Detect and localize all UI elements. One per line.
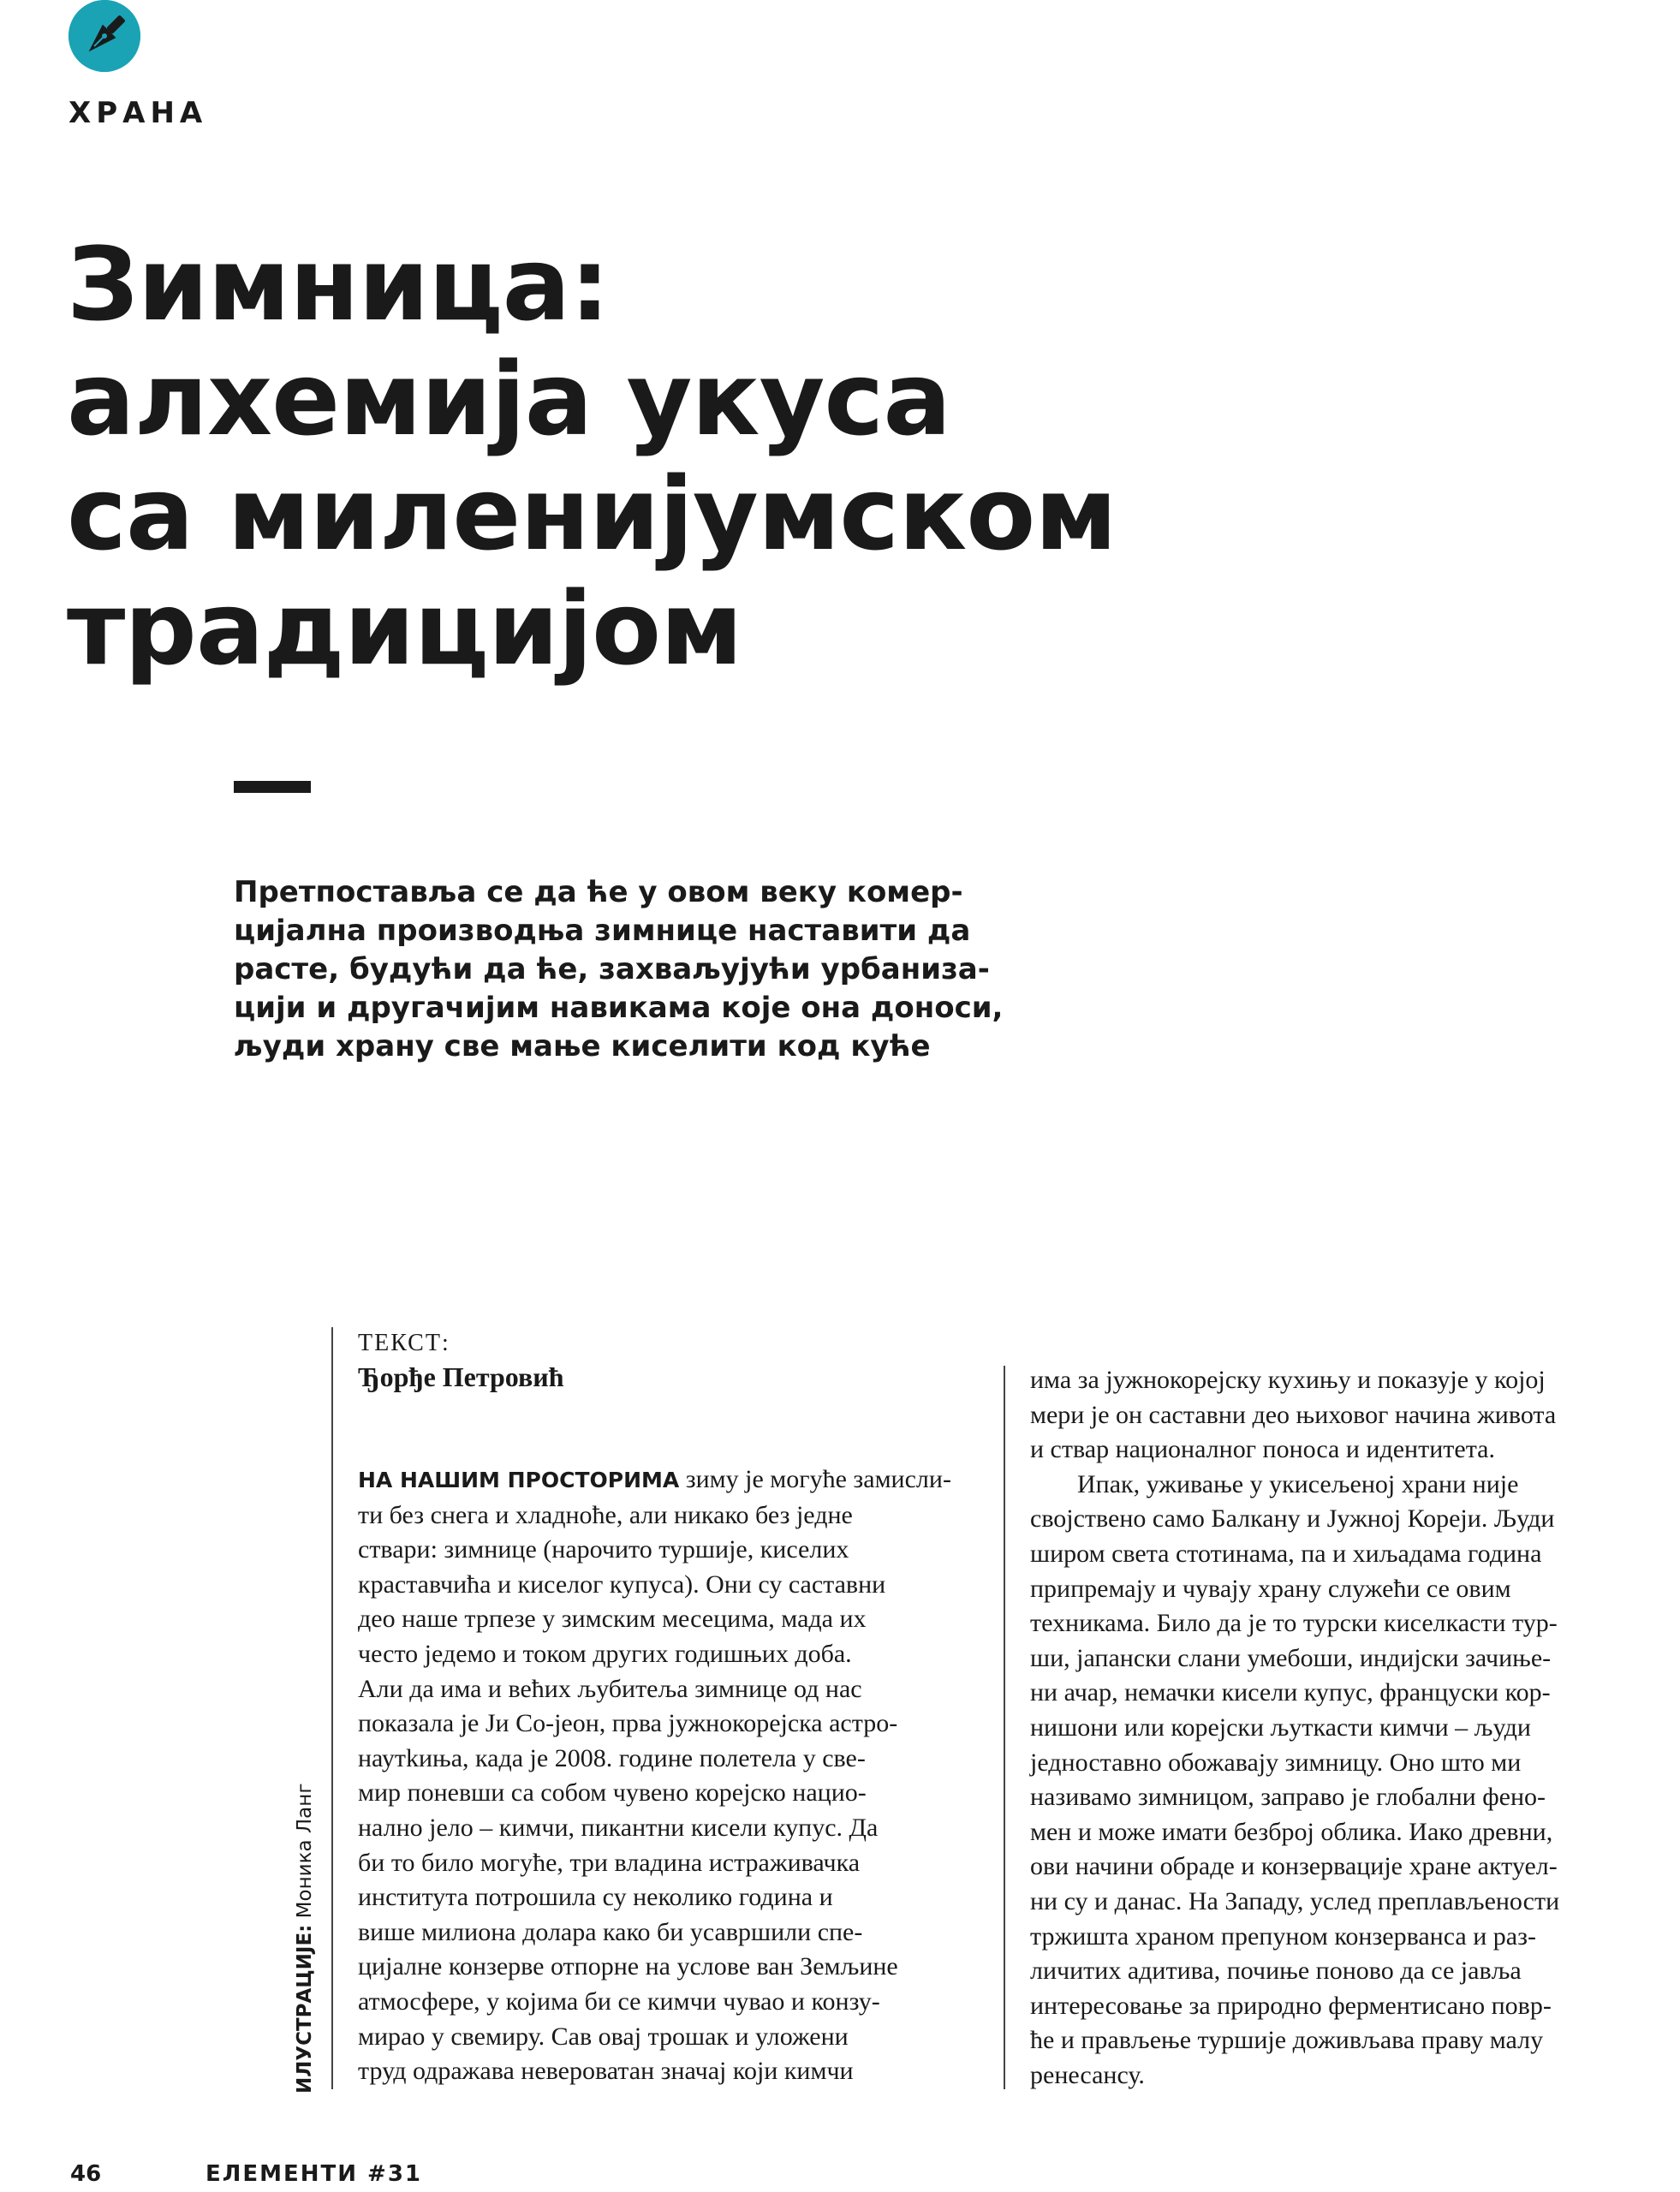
- body-line: труд одражава невероватан значај који кимчи: [358, 2057, 854, 2086]
- body-line: цијалне конзерве отпорне на услове ван Земљине: [358, 1952, 898, 1981]
- body-line: мери је он саставни део њиховог начина живота: [1030, 1400, 1557, 1429]
- body-line: Али да има и већих љубитеља зимнице од нас: [358, 1674, 862, 1703]
- lead-line: Претпоставља се да ће у овом веку комер-: [234, 875, 963, 909]
- body-line: својствено само Балкану и Јужној Кореји. Људи: [1030, 1504, 1555, 1534]
- body-line: део наше трпезе у зимским месецима, мада их: [358, 1605, 867, 1634]
- body-line: често једемо и током других годишњих доба.: [358, 1639, 852, 1668]
- magazine-issue: ЕЛЕМЕНТИ #31: [206, 2161, 423, 2187]
- lead-in-rest: зиму је могуће замисли-: [679, 1465, 951, 1493]
- body-line: једноставно обожавају зимницу. Оно што ми: [1030, 1748, 1522, 1777]
- body-line: тржишта храном препуном конзерванса и раз-: [1030, 1921, 1536, 1951]
- body-line: ши, јапански слани умебоши, индијски зачиње-: [1030, 1643, 1552, 1672]
- page-number: 46: [70, 2161, 102, 2187]
- body-line: мирао у свемиру. Сав овај трошак и уложени: [358, 2022, 849, 2051]
- body-line: има за јужнокорејску кухињу и показује у којој: [1030, 1366, 1546, 1394]
- author-name: Ђорђе Петровић: [358, 1361, 564, 1392]
- column-rule: [331, 1327, 333, 2089]
- byline-label: ТЕКСТ:: [358, 1330, 450, 1356]
- body-line: и ствар националног поноса и идентитета.: [1030, 1435, 1495, 1464]
- body-line: мир поневши са собом чувено корејско нацио-: [358, 1778, 867, 1808]
- lead-line: цијална производња зимнице наставити да: [234, 914, 971, 948]
- body-column-2: [1030, 1363, 1668, 2093]
- body-line: ови начини обраде и конзервације хране актуел-: [1030, 1852, 1558, 1881]
- title-line: са миленијумском: [67, 455, 1117, 573]
- body-line: института потрошила су неколико година и: [358, 1883, 833, 1912]
- body-line: називамо зимницом, заправо је глобални фено-: [1030, 1783, 1546, 1812]
- body-line: припремају и чувају храну служећи се овим: [1030, 1574, 1511, 1603]
- body-line: показала је Ји Со-јеон, прва јужнокорејска астро-: [358, 1709, 898, 1738]
- body-line: личитих адитива, почиње поново да се јавља: [1030, 1957, 1522, 1986]
- article-title: [67, 227, 1351, 686]
- body-line: широм света стотинама, па и хиљадама година: [1030, 1539, 1542, 1568]
- title-divider: [234, 781, 311, 793]
- body-line: Ипак, уживање у укисељеној храни није: [1077, 1469, 1519, 1498]
- illustration-label: ИЛУСТРАЦИЈЕ:: [294, 1924, 316, 2094]
- body-line: би то било могуће, три владина истраживачка: [358, 1848, 861, 1877]
- body-line: ни ачар, немачки кисели купус, француски кор-: [1030, 1678, 1551, 1707]
- body-line: наутkиња, када је 2008. године полетела у све-: [358, 1743, 866, 1772]
- lead-line: расте, будући да ће, захваљујући урбаниза-: [234, 952, 990, 986]
- body-line: више милиона долара како би усавршили спе-: [358, 1917, 863, 1946]
- body-line: нишони или корејски љуткасти кимчи – људи: [1030, 1712, 1531, 1742]
- body-line: ће и прављење туршије доживљава праву малу: [1030, 2026, 1544, 2055]
- body-line: мен и може имати безброј облика. Иако древни,: [1030, 1817, 1553, 1846]
- illustration-credit: [294, 1784, 316, 2094]
- article-lead: [234, 873, 1047, 1066]
- body-line: нално јело – кимчи, пикантни кисели купус. Да: [358, 1813, 879, 1842]
- column-rule: [1004, 1366, 1005, 2089]
- lead-line: људи храну све мање киселити код куће: [234, 1029, 931, 1063]
- body-line: ренесансу.: [1030, 2060, 1145, 2089]
- body-line: интересовање за природно ферментисано повр-: [1030, 1991, 1552, 2020]
- section-badge: [69, 0, 140, 72]
- section-label: ХРАНА: [69, 96, 208, 130]
- body-line: ти без снега и хладноће, али никако без једне: [358, 1500, 853, 1529]
- body-line: [358, 1462, 996, 1498]
- illustrator-name: Моника Ланг: [294, 1783, 316, 1919]
- fountain-pen-icon: [69, 0, 140, 72]
- lead-line: цији и другачијим навикама које она доноси,: [234, 991, 1004, 1025]
- body-line: ствари: зимнице (нарочито туршије, киселих: [358, 1535, 849, 1564]
- body-line: атмосфере, у којима би се кимчи чувао и конзу-: [358, 1986, 880, 2016]
- title-line: традицијом: [67, 569, 742, 688]
- body-line: ни су и данас. На Западу, услед преплављености: [1030, 1886, 1560, 1915]
- body-column-1: [358, 1462, 996, 2089]
- title-line: алхемија укуса: [67, 340, 950, 458]
- title-line: Зимница:: [67, 225, 610, 343]
- lead-in: НА НАШИМ ПРОСТОРИМА: [358, 1468, 680, 1492]
- body-line: техникама. Било да је то турски киселкасти тур-: [1030, 1609, 1558, 1638]
- body-line: краставчића и киселог купуса). Они су саставни: [358, 1570, 886, 1599]
